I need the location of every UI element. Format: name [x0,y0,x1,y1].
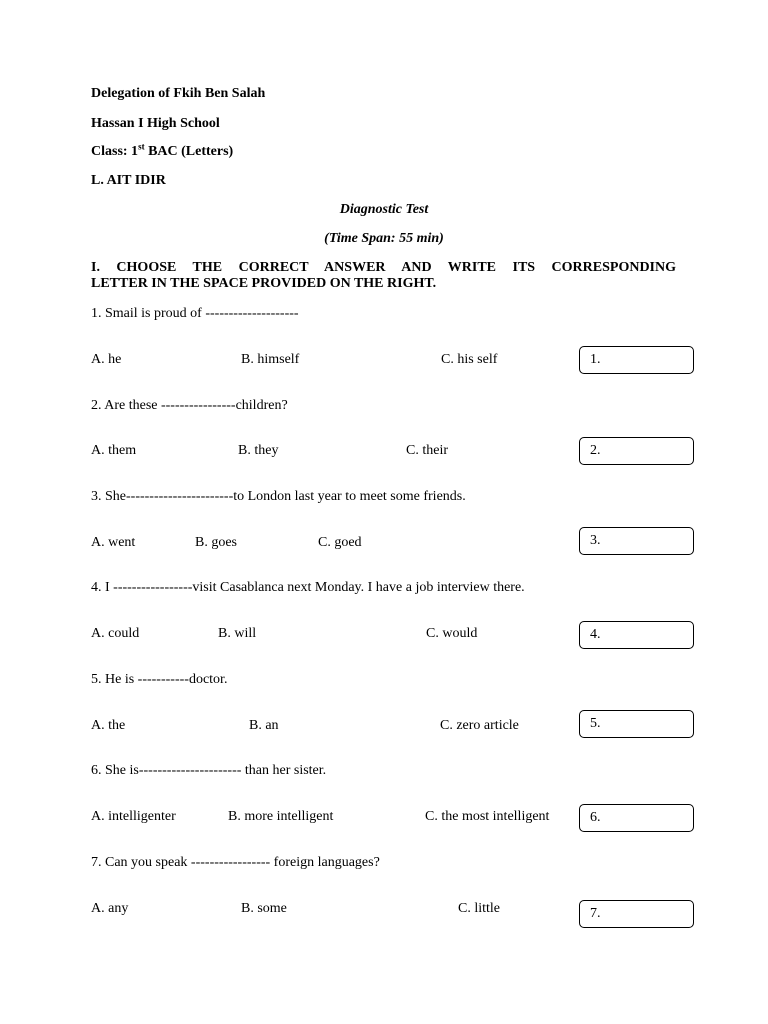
option-a: A. went [91,535,136,550]
question-stem: 6. She is---------------------- than her sister. [91,763,327,778]
class-line [91,141,234,160]
answer-box[interactable]: 2. [579,437,694,465]
answer-box[interactable]: 6. [579,804,694,832]
test-title: Diagnostic Test [339,202,429,217]
option-b: B. goes [195,535,237,550]
option-b: B. himself [241,352,300,367]
answer-box[interactable]: 4. [579,621,694,649]
answer-box[interactable]: 1. [579,346,694,374]
option-b: B. they [238,443,279,458]
delegation-line: Delegation of Fkih Ben Salah [91,86,266,101]
option-a: A. could [91,626,140,641]
question-stem: 3. She-----------------------to London last year to meet some friends. [91,489,466,504]
question-stem: 4. I -----------------visit Casablanca next Monday. I have a job interview there. [91,580,525,595]
section-instruction [91,260,676,292]
class-superscript: st [138,141,145,152]
question-stem: 2. Are these ----------------children? [91,398,288,413]
question-stem: 1. Smail is proud of -------------------- [91,306,299,321]
option-b: B. more intelligent [228,809,334,824]
answer-box[interactable]: 5. [579,710,694,738]
option-b: B. will [218,626,257,641]
option-a: A. them [91,443,137,458]
option-a: A. intelligenter [91,809,176,824]
option-c: C. their [406,443,448,458]
option-c: C. would [426,626,478,641]
instruction-line-1: I. CHOOSE THE CORRECT ANSWER AND WRITE ITS CORRESPONDING [91,260,676,275]
time-span: (Time Span: 55 min) [324,231,444,246]
answer-box[interactable]: 3. [579,527,694,555]
class-suffix: BAC (Letters) [144,144,234,159]
option-a: A. he [91,352,122,367]
option-c: C. goed [318,535,362,550]
option-b: B. an [249,718,279,733]
question-stem: 7. Can you speak ----------------- foreign languages? [91,855,380,870]
school-line: Hassan I High School [91,116,220,131]
option-c: C. little [458,901,500,916]
teacher-line: L. AIT IDIR [91,173,166,188]
option-c: C. the most intelligent [425,809,550,824]
option-c: C. zero article [440,718,519,733]
answer-box[interactable]: 7. [579,900,694,928]
option-a: A. the [91,718,126,733]
instruction-line-2: LETTER IN THE SPACE PROVIDED ON THE RIGHT. [91,276,437,291]
question-stem: 5. He is -----------doctor. [91,672,228,687]
option-a: A. any [91,901,129,916]
option-c: C. his self [441,352,498,367]
class-prefix: Class: 1 [91,144,139,159]
option-b: B. some [241,901,287,916]
